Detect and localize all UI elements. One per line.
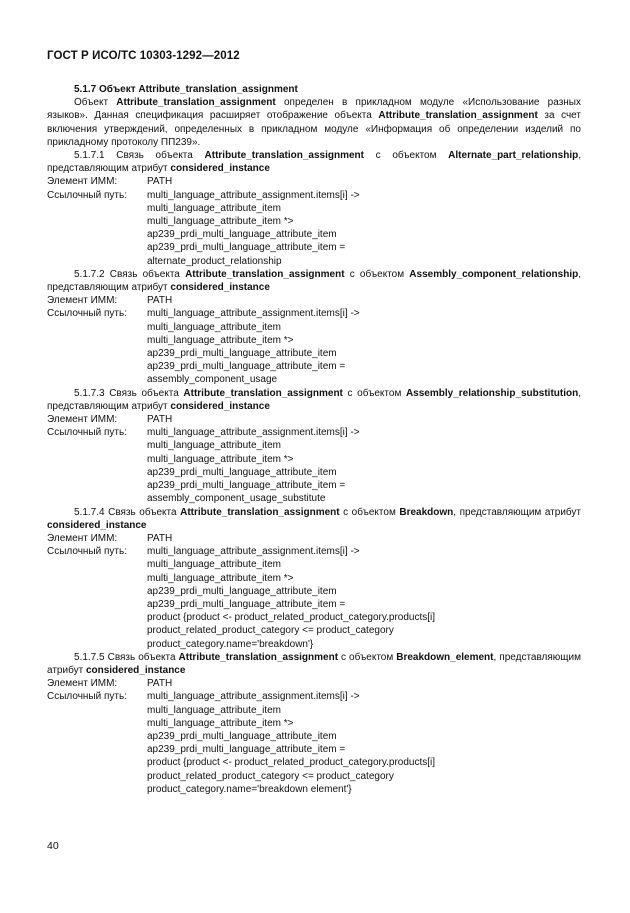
reference-path-line: multi_language_attribute_item: [147, 321, 281, 333]
imm-label: Элемент ИММ:: [47, 295, 118, 307]
reference-path-line: ap239_prdi_multi_language_attribute_item: [147, 585, 337, 597]
reference-path-lines: [147, 307, 581, 386]
imm-row: [47, 413, 581, 426]
reference-path-label: Ссылочный путь:: [47, 308, 127, 320]
reference-path-label: Ссылочный путь:: [47, 546, 127, 558]
section-intro: Объект Attribute_translation_assignment определен в прикладном модуле «Использование разных языков». Данная спецификация расширяет отображение объекта Attribute_translation_assignment за счет включения утверждений, определенных в прикладном модуле «Информация об определении изделий по прикладному протоколу ПП239».: [47, 97, 581, 148]
reference-path-line: multi_language_attribute_item: [147, 440, 281, 452]
imm-row: [47, 532, 581, 545]
reference-path-line: multi_language_attribute_item: [147, 202, 281, 214]
reference-path-line: ap239_prdi_multi_language_attribute_item: [147, 348, 337, 360]
reference-path-line: multi_language_attribute_assignment.items[i] ->: [147, 691, 360, 703]
reference-path-line: ap239_prdi_multi_language_attribute_item =: [147, 598, 346, 610]
imm-row: [47, 677, 581, 690]
reference-path-line: ap239_prdi_multi_language_attribute_item =: [147, 242, 346, 254]
reference-path-row: [47, 189, 581, 268]
subsection-title: 5.1.7.4 Связь объекта Attribute_translation_assignment с объектом Breakdown, представляющим атрибут considered_instance: [47, 506, 581, 531]
subsection: [47, 651, 581, 796]
reference-path-lines: [147, 189, 581, 268]
reference-path-line: multi_language_attribute_assignment.items[i] ->: [147, 308, 360, 320]
reference-path-label: Ссылочный путь:: [47, 189, 127, 201]
imm-value: PATH: [147, 176, 173, 188]
reference-path-line: ap239_prdi_multi_language_attribute_item =: [147, 480, 346, 492]
reference-path-line: product_related_product_category <= product_category: [147, 770, 394, 782]
imm-label: Элемент ИММ:: [47, 414, 118, 426]
reference-path-row: [47, 690, 581, 796]
reference-path-line: multi_language_attribute_assignment.items[i] ->: [147, 189, 360, 201]
reference-path-line: assembly_component_usage: [147, 374, 278, 386]
section-heading: 5.1.7 Объект Attribute_translation_assignment: [74, 84, 298, 95]
reference-path-line: multi_language_attribute_item *>: [147, 717, 294, 729]
reference-path-line: alternate_product_relationship: [147, 255, 282, 267]
reference-path-line: ap239_prdi_multi_language_attribute_item: [147, 466, 337, 478]
reference-path-line: multi_language_attribute_item: [147, 704, 281, 716]
reference-path-line: multi_language_attribute_assignment.items[i] ->: [147, 427, 360, 439]
reference-path-lines: [147, 545, 581, 651]
subsection: [47, 149, 581, 268]
page-header: ГОСТ Р ИСО/ТС 10303-1292—2012: [47, 50, 240, 62]
page-number: 40: [47, 840, 59, 852]
reference-path-line: product {product <- product_related_product_category.products[i]: [147, 757, 436, 769]
reference-path-line: ap239_prdi_multi_language_attribute_item: [147, 730, 337, 742]
subsection-title: 5.1.7.3 Связь объекта Attribute_translation_assignment с объектом Assembly_relationship_substitution, представляющим атрибут considered_instance: [47, 387, 581, 412]
reference-path-line: product_category.name='breakdown element'}: [147, 783, 352, 795]
reference-path-row: [47, 426, 581, 505]
reference-path-lines: [147, 690, 581, 796]
reference-path-row: [47, 307, 581, 386]
reference-path-line: multi_language_attribute_item *>: [147, 216, 294, 228]
reference-path-label: Ссылочный путь:: [47, 691, 127, 703]
subsection: [47, 387, 581, 506]
reference-path-line: product_related_product_category <= product_category: [147, 625, 394, 637]
subsections: [47, 149, 581, 796]
imm-value: PATH: [147, 414, 173, 426]
reference-path-line: ap239_prdi_multi_language_attribute_item: [147, 229, 337, 241]
subsection-title: 5.1.7.2 Связь объекта Attribute_translation_assignment с объектом Assembly_component_relationship, представляющим атрибут considered_instance: [47, 268, 581, 294]
reference-path-line: ap239_prdi_multi_language_attribute_item =: [147, 744, 346, 756]
imm-row: [47, 294, 581, 307]
reference-path-line: assembly_component_usage_substitute: [147, 493, 326, 505]
subsection-title: 5.1.7.1 Связь объекта Attribute_translation_assignment с объектом Alternate_part_relationship, представляющим атрибут considered_instance: [47, 150, 581, 175]
imm-row: [47, 175, 581, 188]
subsection: [47, 268, 581, 387]
reference-path-label: Ссылочный путь:: [47, 427, 127, 439]
reference-path-line: multi_language_attribute_item *>: [147, 334, 294, 346]
reference-path-line: multi_language_attribute_assignment.items[i] ->: [147, 546, 360, 558]
imm-value: PATH: [147, 678, 173, 690]
imm-label: Элемент ИММ:: [47, 532, 118, 544]
reference-path-line: ap239_prdi_multi_language_attribute_item =: [147, 361, 346, 373]
imm-label: Элемент ИММ:: [47, 176, 118, 188]
reference-path-lines: [147, 426, 581, 505]
subsection: [47, 506, 581, 651]
reference-path-line: multi_language_attribute_item *>: [147, 572, 294, 584]
imm-label: Элемент ИММ:: [47, 678, 118, 690]
reference-path-line: product_category.name='breakdown'}: [147, 638, 314, 650]
reference-path-line: multi_language_attribute_item: [147, 559, 281, 571]
page-content: [47, 83, 581, 796]
reference-path-row: [47, 545, 581, 651]
imm-value: PATH: [147, 532, 173, 544]
imm-value: PATH: [147, 295, 173, 307]
subsection-title: 5.1.7.5 Связь объекта Attribute_translation_assignment с объектом Breakdown_element, представляющим атрибут considered_instance: [47, 651, 581, 676]
reference-path-line: product {product <- product_related_product_category.products[i]: [147, 612, 436, 624]
reference-path-line: multi_language_attribute_item *>: [147, 453, 294, 465]
